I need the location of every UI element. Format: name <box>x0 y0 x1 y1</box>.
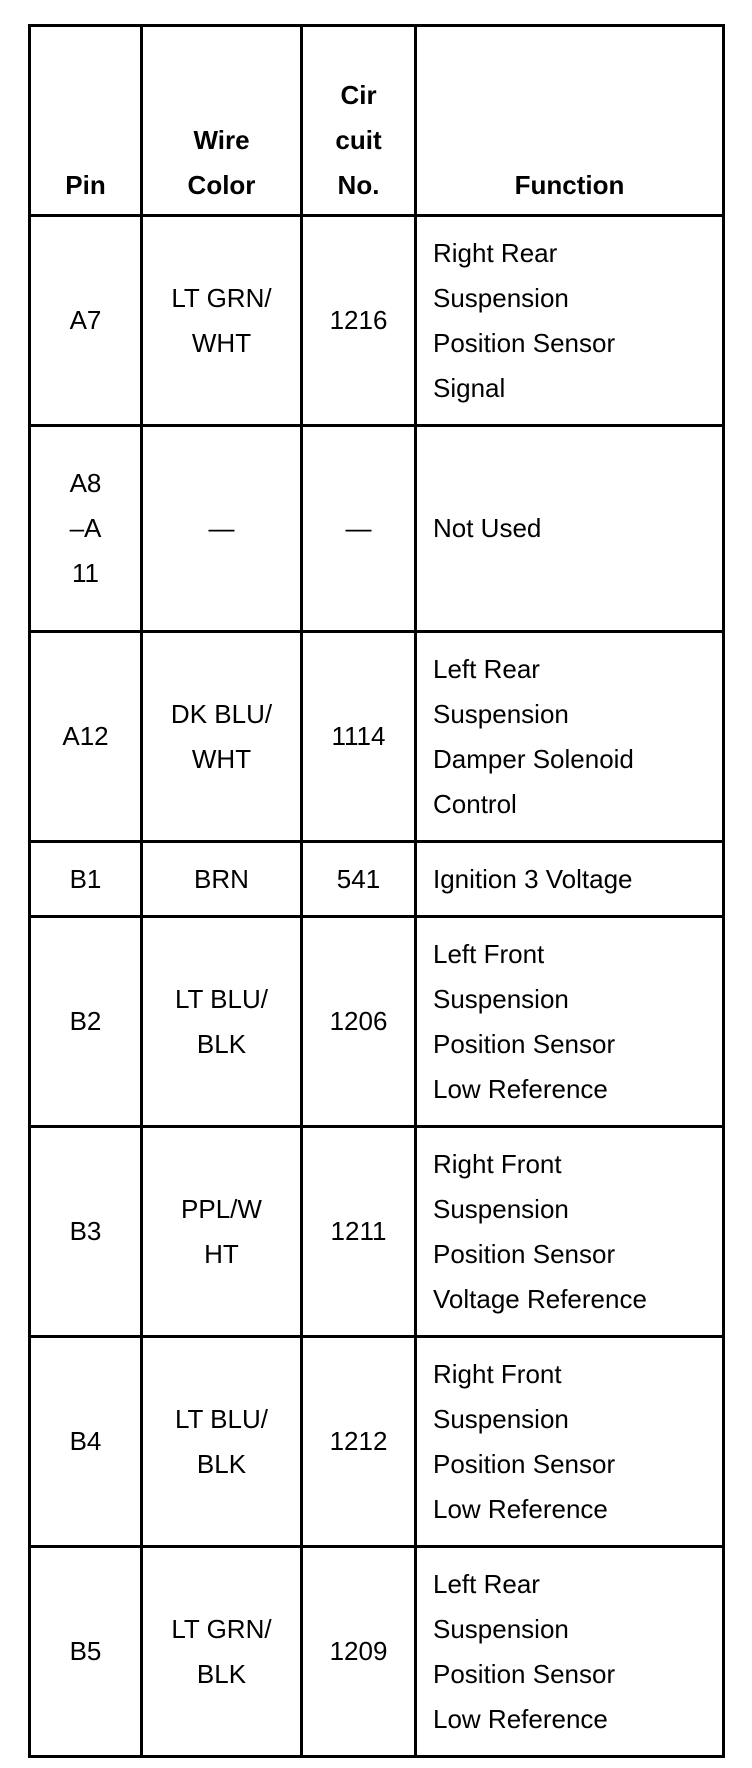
pin-cell: B1 <box>30 842 142 917</box>
circuit-cell: 1216 <box>302 216 416 426</box>
pin-cell: B5 <box>30 1547 142 1757</box>
pin-cell: B4 <box>30 1337 142 1547</box>
wire-color-cell: BRN <box>142 842 302 917</box>
table-row <box>30 842 724 917</box>
wire-color-cell: LT BLU/ BLK <box>142 1337 302 1547</box>
connector-pin-table <box>28 24 725 1758</box>
table-header-row <box>30 26 724 216</box>
circuit-cell: 1212 <box>302 1337 416 1547</box>
circuit-cell: — <box>302 426 416 632</box>
pin-cell: A12 <box>30 632 142 842</box>
function-cell: Left Rear Suspension Damper Solenoid Control <box>416 632 724 842</box>
function-cell: Right Front Suspension Position Sensor Low Reference <box>416 1337 724 1547</box>
wire-color-cell: LT GRN/ BLK <box>142 1547 302 1757</box>
wire-color-cell: LT BLU/ BLK <box>142 917 302 1127</box>
function-cell: Left Rear Suspension Position Sensor Low Reference <box>416 1547 724 1757</box>
function-cell: Right Front Suspension Position Sensor Voltage Reference <box>416 1127 724 1337</box>
function-cell: Not Used <box>416 426 724 632</box>
function-cell: Right Rear Suspension Position Sensor Signal <box>416 216 724 426</box>
table-row <box>30 1127 724 1337</box>
wire-color-cell: LT GRN/ WHT <box>142 216 302 426</box>
circuit-cell: 1209 <box>302 1547 416 1757</box>
circuit-cell: 1114 <box>302 632 416 842</box>
table-row <box>30 426 724 632</box>
function-cell: Left Front Suspension Position Sensor Low Reference <box>416 917 724 1127</box>
pin-cell: B3 <box>30 1127 142 1337</box>
table-row <box>30 216 724 426</box>
header-wire-color: Wire Color <box>142 26 302 216</box>
header-circuit-no: Cir cuit No. <box>302 26 416 216</box>
header-function: Function <box>416 26 724 216</box>
circuit-cell: 1206 <box>302 917 416 1127</box>
table-row <box>30 917 724 1127</box>
circuit-cell: 1211 <box>302 1127 416 1337</box>
table-row <box>30 1547 724 1757</box>
pin-cell: B2 <box>30 917 142 1127</box>
pin-cell: A7 <box>30 216 142 426</box>
wire-color-cell: PPL/W HT <box>142 1127 302 1337</box>
table-row <box>30 632 724 842</box>
header-pin: Pin <box>30 26 142 216</box>
pin-cell: A8 –A 11 <box>30 426 142 632</box>
function-cell: Ignition 3 Voltage <box>416 842 724 917</box>
table-row <box>30 1337 724 1547</box>
wire-color-cell: — <box>142 426 302 632</box>
circuit-cell: 541 <box>302 842 416 917</box>
wire-color-cell: DK BLU/ WHT <box>142 632 302 842</box>
